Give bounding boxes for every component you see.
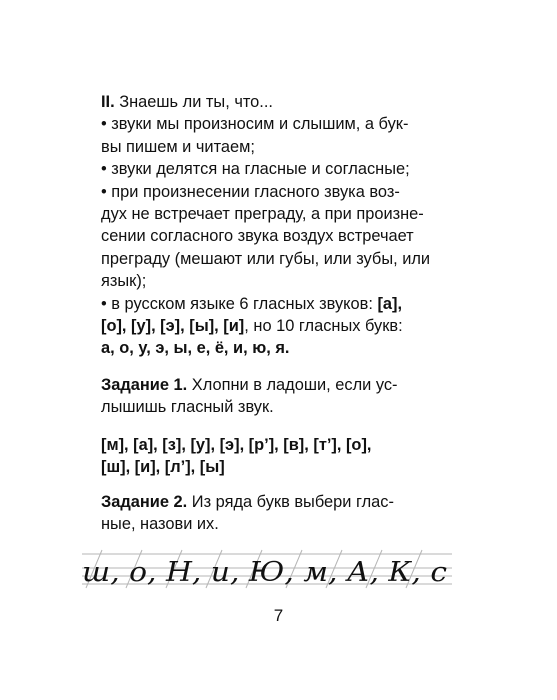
fact-line: • звуки мы произносим и слышим, а бук- bbox=[101, 115, 409, 134]
vowel-fact-text: • в русском языке 6 гласных звуков: bbox=[101, 294, 378, 313]
task-1-text: лышишь гласный звук. bbox=[101, 398, 274, 417]
cursive-letters-row bbox=[82, 548, 452, 592]
vowel-sounds: [а], bbox=[377, 294, 403, 313]
fact-line: • звуки делятся на гласные и согласные; bbox=[101, 160, 410, 179]
task-1-instruction bbox=[101, 374, 471, 396]
handwriting-lines bbox=[82, 548, 452, 592]
vowel-fact-line bbox=[101, 293, 471, 315]
fact-line: дух не встречает преграду, а при произне- bbox=[101, 205, 424, 224]
vowel-sounds: [о], [у], [э], [ы], [и] bbox=[101, 317, 245, 336]
section-numeral: II. bbox=[101, 93, 115, 111]
sounds-list: [ш], [и], [л’], [ы] bbox=[101, 458, 225, 477]
task-2 bbox=[101, 491, 471, 536]
vowel-fact-text: , но 10 гласных букв: bbox=[244, 317, 403, 336]
vowel-letters: а, о, у, э, ы, е, ё, и, ю, я. bbox=[101, 339, 290, 358]
task-2-text: ные, назови их. bbox=[101, 515, 219, 534]
fact-line: • при произнесении гласного звука воз- bbox=[101, 182, 400, 201]
page-number: 7 bbox=[273, 606, 284, 625]
section-lead: Знаешь ли ты, что... bbox=[114, 93, 273, 111]
task-2-text: Из ряда букв выбери глас- bbox=[187, 493, 394, 511]
vowel-fact-line bbox=[101, 315, 471, 337]
task-2-instruction bbox=[101, 491, 471, 513]
facts-section bbox=[101, 91, 471, 360]
sounds-list: [м], [а], [з], [у], [э], [р’], [в], [т’], [о], bbox=[101, 435, 372, 454]
fact-line: преграду (мешают или губы, или зубы, или bbox=[101, 249, 431, 268]
task-2-label: Задание 2. bbox=[101, 493, 188, 511]
fact-line: сении согласного звука воздух встречает bbox=[101, 227, 414, 246]
task-1 bbox=[101, 374, 471, 479]
section-heading bbox=[101, 91, 471, 113]
cursive-letters: ш, о, Н, и, Ю, м, А, К, с bbox=[82, 557, 447, 588]
fact-line: вы пишем и читаем; bbox=[101, 137, 255, 156]
task-1-text: Хлопни в ладоши, если ус- bbox=[187, 376, 398, 394]
fact-line: язык); bbox=[101, 272, 147, 291]
task-1-label: Задание 1. bbox=[101, 376, 188, 394]
